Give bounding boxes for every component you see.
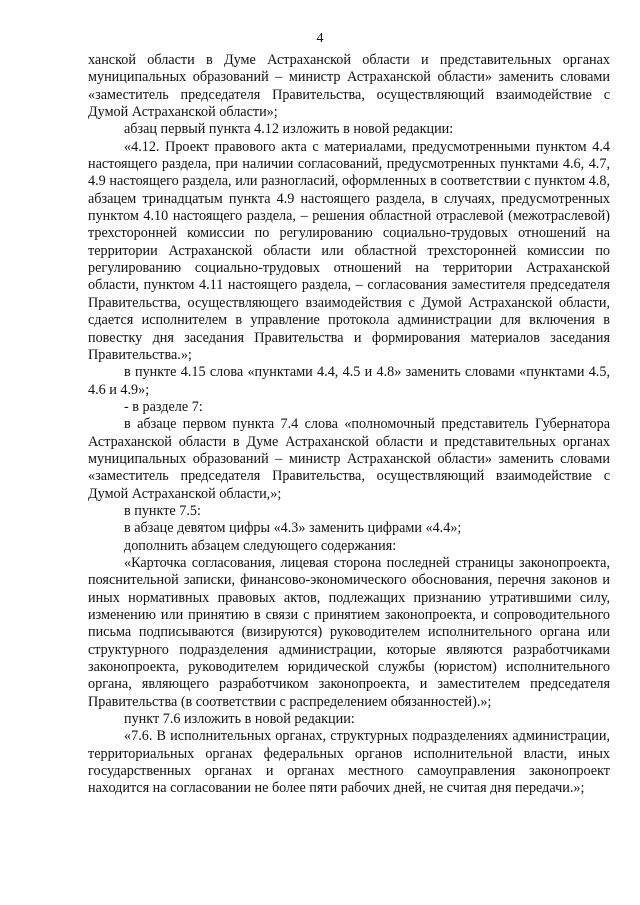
document-body xyxy=(88,52,610,798)
paragraph-7-5-card: «Карточка согласования, лицевая сторона последней страницы законопроекта, пояснительной записки, финансово-экономического обоснования, перечня законов и иных нормативных правовых актов, подлежащих признанию утратившими силу, изменению или принятию в связи с принятием законопроекта, и сопроводительного письма подписываются (визируются) руководителем исполнительного органа или структурного подразделения администрации, которые являются разработчиками законопроекта, руководителем юридической службы (юристом) исполнительного органа, являющего разработчиком законопроекта, и заместителем председателя Правительства (в соответствии с распределением обязанностей).»; xyxy=(88,554,610,710)
paragraph-7-5-ninth: в абзаце девятом цифры «4.3» заменить цифрами «4.4»; xyxy=(124,520,462,537)
paragraph-4-12-intro: абзац первый пункта 4.12 изложить в новой редакции: xyxy=(124,121,454,138)
paragraph-7-6-text: «7.6. В исполнительных органах, структурных подразделениях администрации, территориальных органах федеральных органов исполнительной власти, иных государственных органах и органах местного самоуправления законопроект находится на согласовании не более пяти рабочих дней, не считая дня передачи.»; xyxy=(88,728,610,797)
paragraph-7-5-intro: в пункте 7.5: xyxy=(124,502,201,519)
paragraph-7-6-intro: пункт 7.6 изложить в новой редакции: xyxy=(124,711,355,728)
page-number: 4 xyxy=(316,31,324,46)
paragraph-7-4: в абзаце первом пункта 7.4 слова «полномочный представитель Губернатора Астраханской области в Думе Астраханской области и представительных органах муниципальных образований – министр Астраханской области» заменить словами «заместитель председателя Правительства, осуществляющий взаимодействие с Думой Астраханской области,»; xyxy=(88,416,610,502)
paragraph-section-7: - в разделе 7: xyxy=(124,398,203,415)
paragraph-4-12-text: «4.12. Проект правового акта с материалами, предусмотренными пунктом 4.4 настоящего раздела, при наличии согласований, предусмотренных пунктами 4.6, 4.7, 4.9 настоящего раздела, или разногласий, оформленных в соответствии с пунктом 4.8, абзацем тринадцатым пункта 4.9 настоящего раздела, в случаях, предусмотренных пунктом 4.10 настоящего раздела, – решения областной отраслевой (межотраслевой) трехсторонней комиссии по регулированию социально-трудовых отношений на территории Астраханской области или областной трехсторонней комиссии по регулированию социально-трудовых отношений на территории Астраханской области, пунктом 4.11 настоящего раздела, – согласования заместителя председателя Правительства, осуществляющего взаимодействия с Думой Астраханской области, сдается исполнителем в управление протокола администрации для включения в повестку дня заседания Правительства и формирования материалов заседания Правительства.»; xyxy=(88,138,610,363)
paragraph-7-5-add: дополнить абзацем следующего содержания: xyxy=(124,537,397,554)
paragraph-continuation: ханской области в Думе Астраханской области и представительных органах муниципальных образований – министр Астраханской области» заменить словами «заместитель председателя Правительства, осуществляющий взаимодействие с Думой Астраханской области»; xyxy=(88,52,610,121)
paragraph-4-15: в пункте 4.15 слова «пунктами 4.4, 4.5 и 4.8» заменить словами «пунктами 4.5, 4.6 и 4.9»; xyxy=(88,364,610,398)
